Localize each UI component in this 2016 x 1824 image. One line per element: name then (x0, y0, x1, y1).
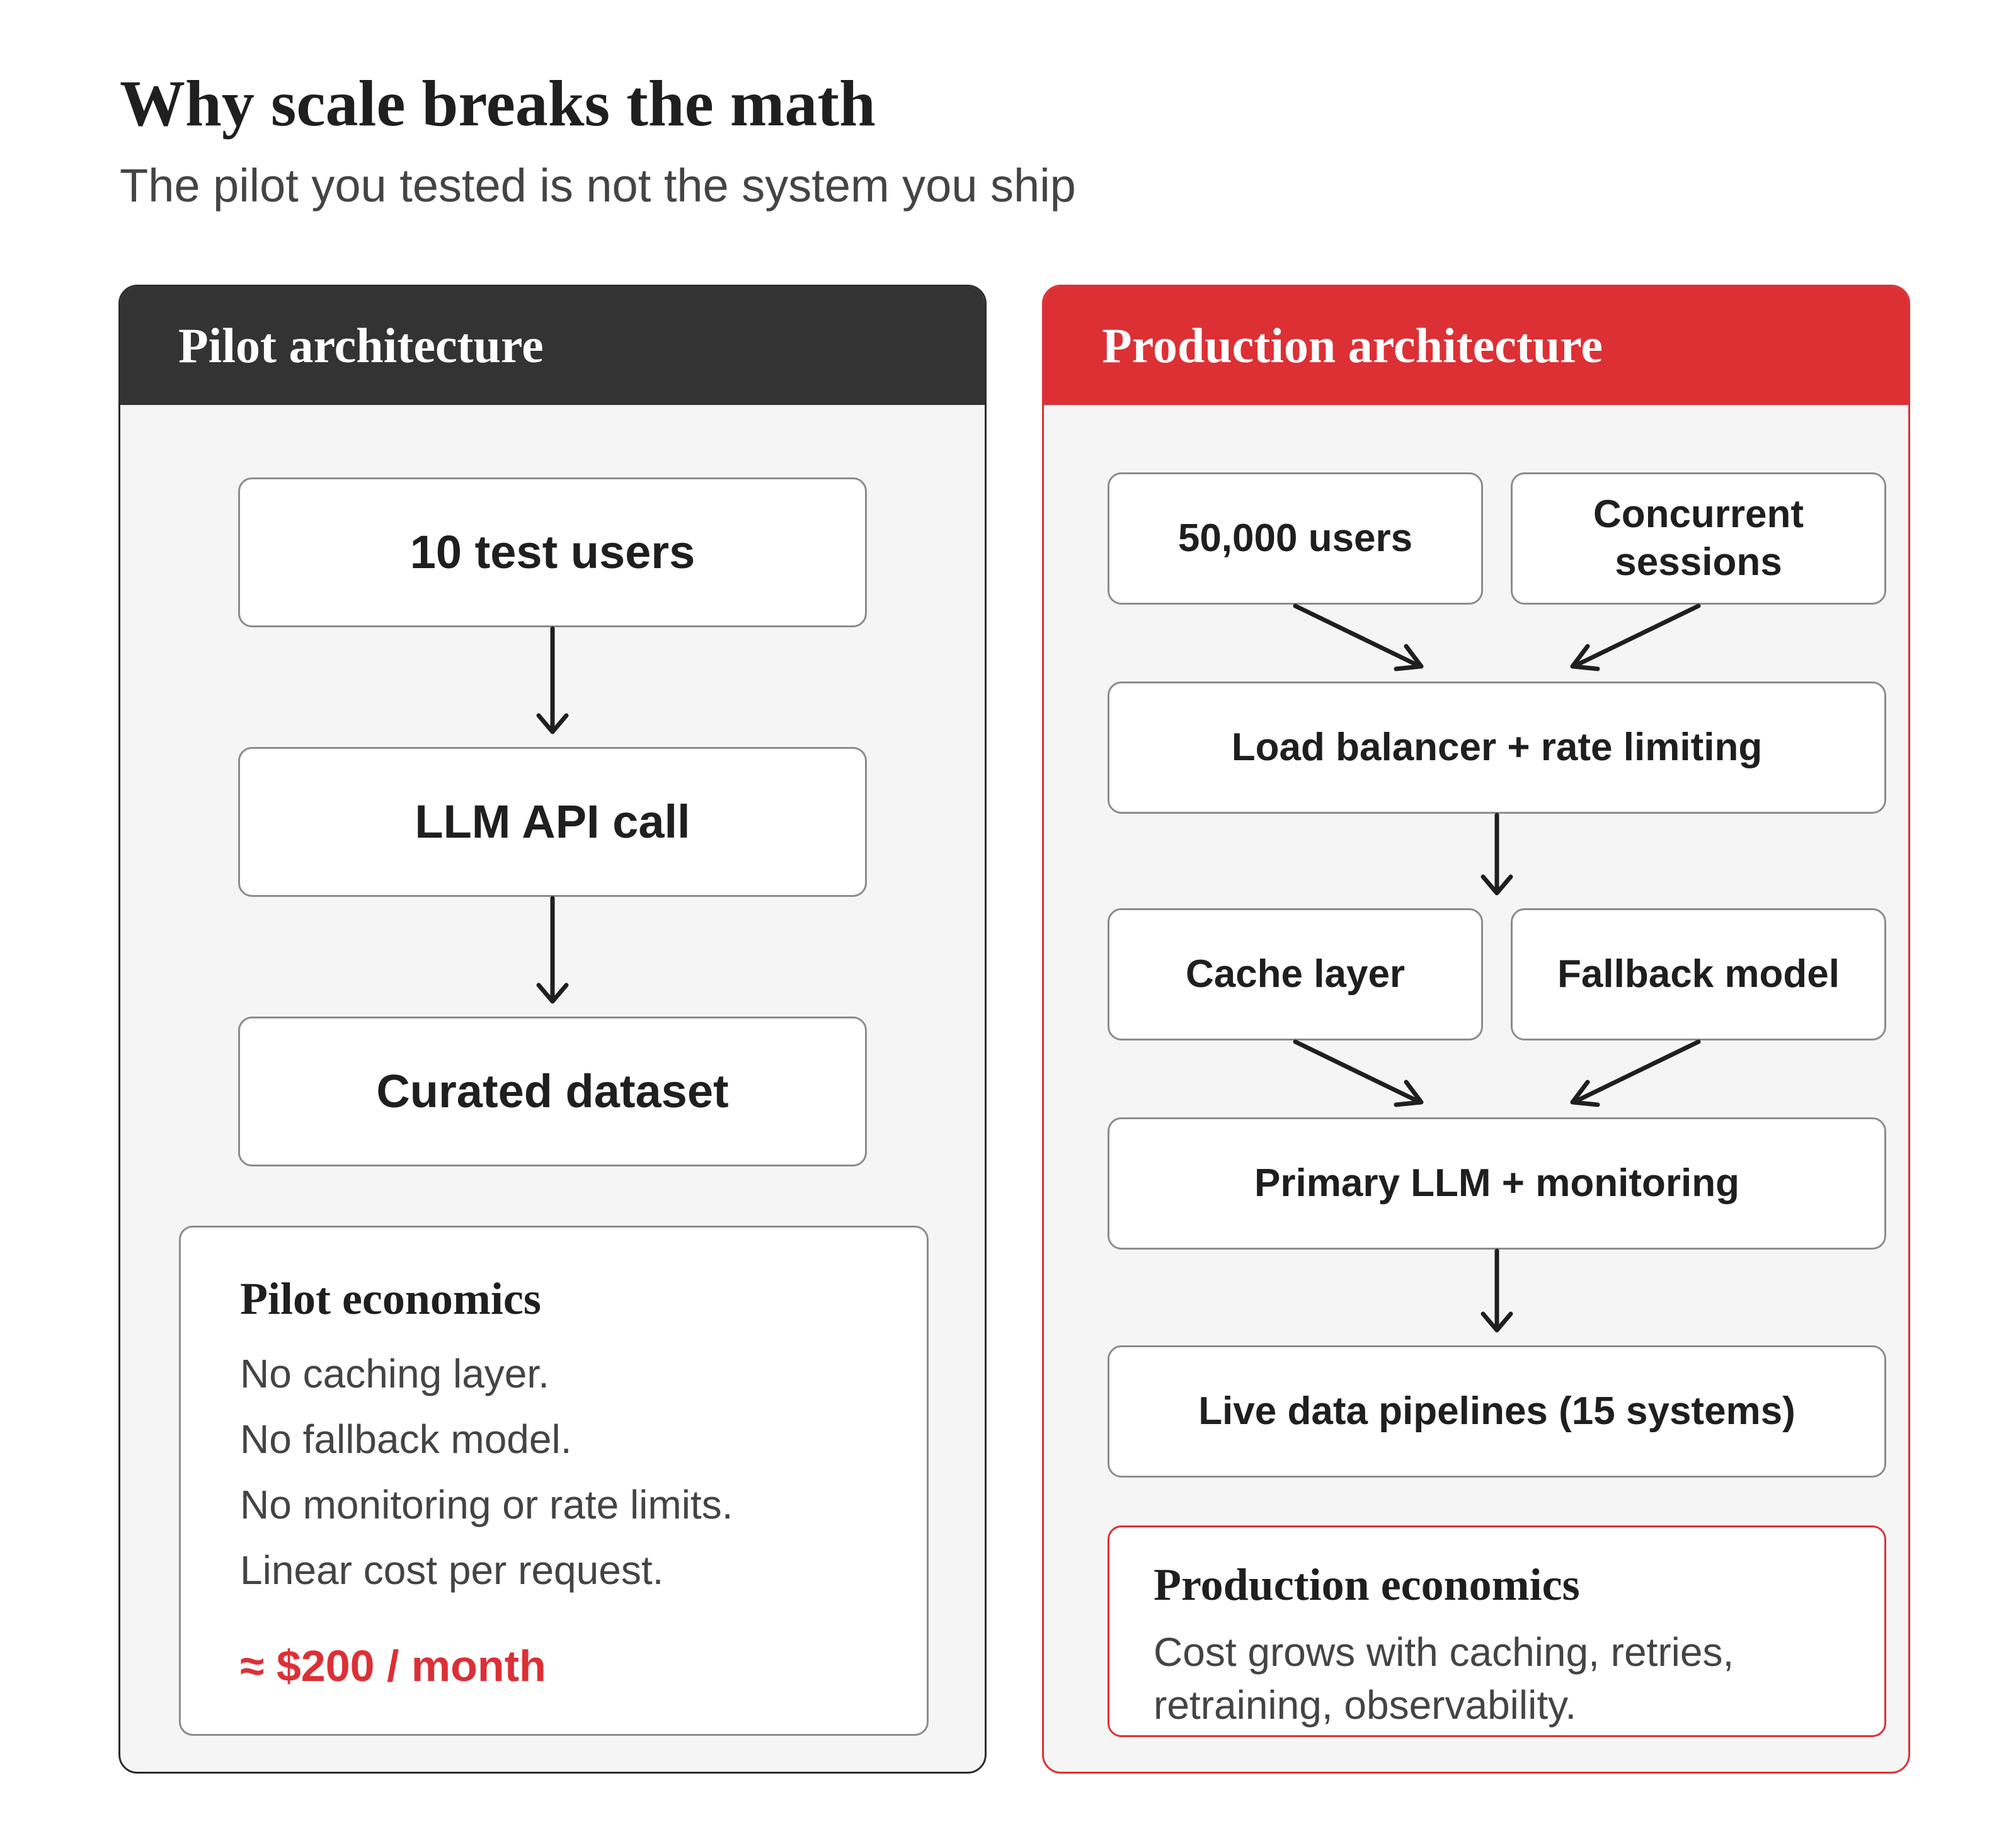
production-users-label: 50,000 users (1177, 516, 1413, 560)
concurrent-sessions-label-line1: Concurrent (1593, 493, 1804, 536)
concurrent-sessions-label-line2: sessions (1615, 540, 1782, 584)
page-subtitle: The pilot you tested is not the system you ship (120, 159, 1076, 212)
pilot-panel-heading: Pilot architecture (120, 287, 985, 405)
arrow-llm-to-dataset (539, 898, 566, 1001)
arrow-users-to-load-balancer (1295, 606, 1421, 669)
pilot-economics-line: No caching layer. (240, 1351, 549, 1396)
arrow-primary-to-pipelines (1483, 1251, 1511, 1330)
pilot-llm-api-call-label: LLM API call (415, 795, 690, 848)
production-economics-title: Production economics (1154, 1559, 1580, 1610)
pilot-monthly-cost: ≈ $200 / month (240, 1641, 546, 1690)
page-title: Why scale breaks the math (120, 67, 876, 140)
arrow-load-balancer-down (1483, 815, 1511, 893)
pilot-economics-line: Linear cost per request. (240, 1548, 664, 1593)
pilot-economics-line: No fallback model. (240, 1416, 572, 1462)
production-economics-line: retraining, observability. (1154, 1682, 1577, 1728)
pilot-economics-line: No monitoring or rate limits. (240, 1482, 733, 1527)
production-economics-line: Cost grows with caching, retries, (1154, 1629, 1734, 1675)
pilot-economics-title: Pilot economics (240, 1274, 541, 1324)
arrow-fallback-to-primary (1572, 1042, 1698, 1105)
load-balancer-label: Load balancer + rate limiting (1231, 726, 1763, 769)
production-panel-heading: Production architecture (1044, 287, 1908, 405)
cache-layer-label: Cache layer (1185, 952, 1406, 996)
live-data-pipelines-label: Live data pipelines (15 systems) (1198, 1389, 1796, 1433)
pilot-curated-dataset-label: Curated dataset (376, 1065, 729, 1117)
arrow-sessions-to-load-balancer (1572, 606, 1698, 669)
primary-llm-label: Primary LLM + monitoring (1254, 1161, 1739, 1205)
arrow-cache-to-primary (1295, 1042, 1421, 1105)
pilot-test-users-label: 10 test users (410, 526, 696, 578)
arrow-users-to-llm (539, 629, 566, 732)
fallback-model-label: Fallback model (1557, 952, 1840, 996)
